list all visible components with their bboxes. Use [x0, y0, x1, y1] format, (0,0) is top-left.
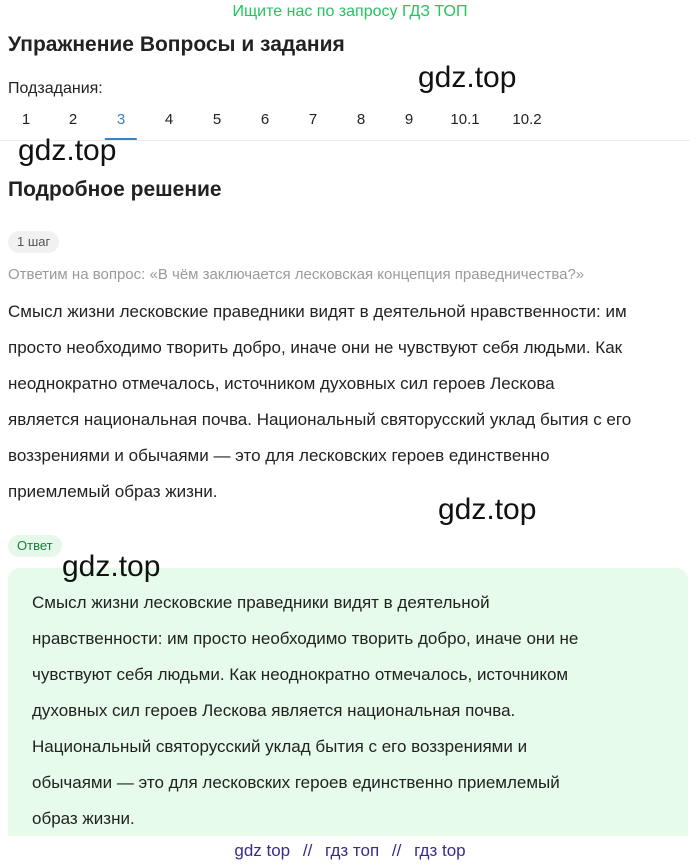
answer-box: [8, 568, 688, 836]
answer-text: [32, 585, 672, 837]
answer-line: духовных сил героев Лескова является национальная почва.: [32, 701, 516, 720]
watermark: gdz.top: [438, 493, 537, 526]
subtask-tab-10-1[interactable]: 10.1: [450, 111, 480, 128]
footer-separator: //: [391, 841, 402, 860]
subtask-tab-5[interactable]: 5: [212, 111, 222, 128]
step-badge: 1 шаг: [8, 231, 59, 253]
footer-link-gdz-top[interactable]: gdz top: [234, 841, 291, 860]
answer-line: нравственности: им просто необходимо творить добро, иначе они не: [32, 629, 579, 648]
answer-line: образ жизни.: [32, 809, 135, 828]
answer-badge: Ответ: [8, 535, 62, 557]
exercise-title: Упражнение Вопросы и задания: [8, 33, 345, 56]
subtask-tab-3[interactable]: 3: [105, 106, 137, 140]
subtask-tab-6[interactable]: 6: [260, 111, 270, 128]
watermark: gdz.top: [62, 550, 161, 583]
solution-line: приемлемый образ жизни.: [8, 482, 218, 501]
section-title: Подробное решение: [8, 178, 222, 201]
subtask-tab-8[interactable]: 8: [356, 111, 366, 128]
subtask-tab-9[interactable]: 9: [404, 111, 414, 128]
answer-line: Национальный святорусский уклад бытия с его воззрениями и: [32, 737, 528, 756]
watermark: gdz.top: [18, 134, 117, 167]
subtask-tab-2[interactable]: 2: [68, 111, 78, 128]
top-banner[interactable]: Ищите нас по запросу ГДЗ ТОП: [232, 3, 468, 20]
watermark: gdz.top: [418, 61, 517, 94]
solution-text: [8, 294, 692, 510]
solution-line: Смысл жизни лесковские праведники видят в деятельной нравственности: им: [8, 302, 627, 321]
solution-line: воззрениями и обычаями — это для лесковских героев единственно: [8, 446, 550, 465]
question-text: Ответим на вопрос: «В чём заключается лесковская концепция праведничества?»: [8, 266, 585, 283]
subtask-tab-4[interactable]: 4: [164, 111, 174, 128]
solution-line: является национальная почва. Национальный святорусский уклад бытия с его: [8, 410, 632, 429]
solution-line: просто необходимо творить добро, иначе они не чувствуют себя людьми. Как: [8, 338, 623, 357]
answer-line: чувствуют себя людьми. Как неоднократно отмечалось, источником: [32, 665, 569, 684]
subtask-tab-7[interactable]: 7: [308, 111, 318, 128]
subtask-tab-1[interactable]: 1: [21, 111, 31, 128]
answer-line: Смысл жизни лесковские праведники видят в деятельной: [32, 593, 490, 612]
footer-links: [0, 838, 700, 864]
subtasks-label: Подзадания:: [8, 80, 103, 97]
answer-line: обычаями — это для лесковских героев единственно приемлемый: [32, 773, 560, 792]
footer-link-gdz-top-mixed[interactable]: гдз top: [414, 841, 466, 860]
footer-link-gdz-top-ru[interactable]: гдз топ: [325, 841, 380, 860]
footer-separator: //: [302, 841, 313, 860]
subtask-tab-10-2[interactable]: 10.2: [512, 111, 542, 128]
solution-line: неоднократно отмечалось, источником духовных сил героев Лескова: [8, 374, 555, 393]
